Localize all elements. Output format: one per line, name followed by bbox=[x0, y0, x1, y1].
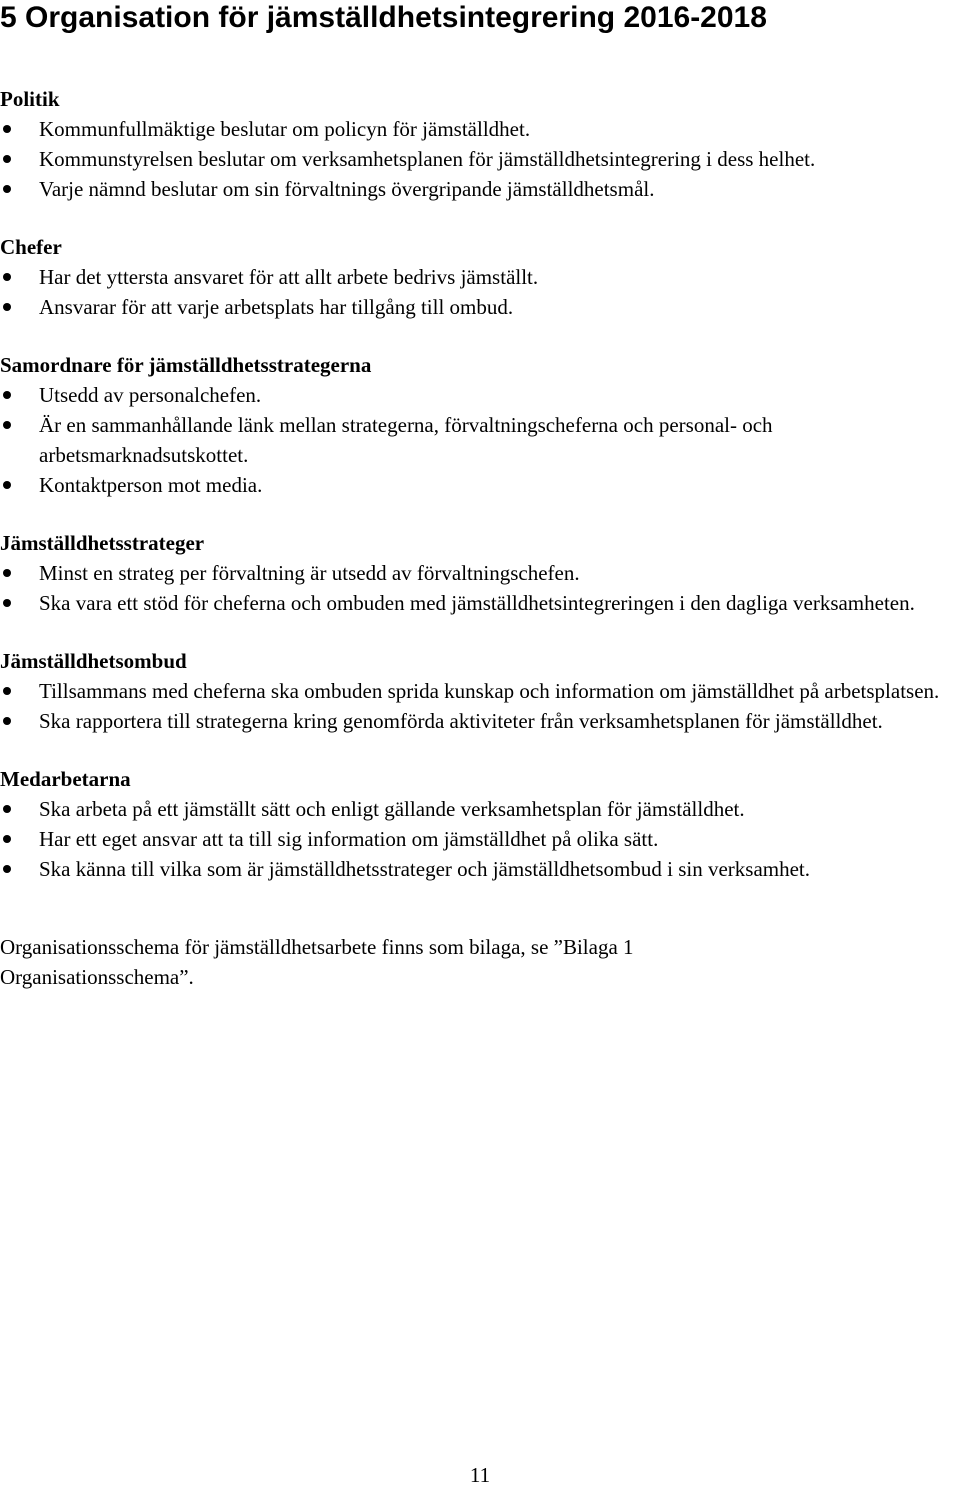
bullet-icon bbox=[3, 569, 11, 577]
list-item-text: Varje nämnd beslutar om sin förvaltnings övergripande jämställdhetsmål. bbox=[39, 177, 655, 201]
section-heading: Jämställdhetsstrateger bbox=[0, 531, 205, 555]
bullet-icon bbox=[3, 273, 11, 281]
bullet-icon bbox=[3, 421, 11, 429]
bullet-icon bbox=[3, 185, 11, 193]
bullet-icon bbox=[3, 717, 11, 725]
list-item-text: Ska rapportera till strategerna kring genomförda aktiviteter från verksamhetsplanen för jämställdhet. bbox=[39, 709, 883, 733]
bullet-icon bbox=[3, 391, 11, 399]
section-heading: Samordnare för jämställdhetsstrategerna bbox=[0, 353, 372, 377]
list-item bbox=[0, 794, 960, 824]
list-item bbox=[0, 588, 960, 618]
list-item-text: Har ett eget ansvar att ta till sig information om jämställdhet på olika sätt. bbox=[39, 827, 659, 851]
list-item-text: Utsedd av personalchefen. bbox=[39, 383, 262, 407]
section-heading: Medarbetarna bbox=[0, 767, 131, 791]
list-item-text: Kommunstyrelsen beslutar om verksamhetsplanen för jämställdhetsintegrering i dess helhet. bbox=[39, 147, 816, 171]
bullet-list bbox=[0, 676, 960, 736]
list-item bbox=[0, 114, 960, 144]
list-item bbox=[0, 144, 960, 174]
list-item-text: Kontaktperson mot media. bbox=[39, 473, 263, 497]
section bbox=[0, 232, 960, 322]
list-item bbox=[0, 410, 960, 470]
bullet-icon bbox=[3, 599, 11, 607]
list-item bbox=[0, 262, 960, 292]
bullet-icon bbox=[3, 303, 11, 311]
list-item bbox=[0, 824, 960, 854]
list-item-text: Minst en strateg per förvaltning är utsedd av förvaltningschefen. bbox=[39, 561, 580, 585]
section bbox=[0, 764, 960, 884]
list-item-text: Tillsammans med cheferna ska ombuden sprida kunskap och information om jämställdhet på arbetsplatsen. bbox=[39, 679, 940, 703]
page-number: 11 bbox=[469, 1463, 491, 1487]
section-heading: Jämställdhetsombud bbox=[0, 649, 187, 673]
bullet-icon bbox=[3, 835, 11, 843]
list-item bbox=[0, 558, 960, 588]
bullet-icon bbox=[3, 865, 11, 873]
bullet-icon bbox=[3, 125, 11, 133]
bullet-icon bbox=[3, 805, 11, 813]
bullet-icon bbox=[3, 481, 11, 489]
section-heading: Politik bbox=[0, 87, 60, 111]
closing-paragraph: Organisationsschema för jämställdhetsarbete finns som bilaga, se ”Bilaga 1 Organisationsschema”. bbox=[0, 935, 634, 989]
chapter-title: 5 Organisation för jämställdhetsintegrering 2016-2018 bbox=[0, 1, 767, 34]
list-item bbox=[0, 470, 960, 500]
bullet-list bbox=[0, 262, 960, 322]
sections-container bbox=[0, 84, 960, 884]
list-item bbox=[0, 174, 960, 204]
list-item bbox=[0, 292, 960, 322]
list-item-text: Ska vara ett stöd för cheferna och ombuden med jämställdhetsintegreringen i den dagliga verksamheten. bbox=[39, 591, 915, 615]
section bbox=[0, 646, 960, 736]
list-item bbox=[0, 380, 960, 410]
list-item-text: Är en sammanhållande länk mellan strategerna, förvaltningscheferna och personal- och arbetsmarknadsutskottet. bbox=[39, 413, 773, 467]
bullet-list bbox=[0, 380, 960, 500]
bullet-list bbox=[0, 114, 960, 204]
list-item-text: Kommunfullmäktige beslutar om policyn för jämställdhet. bbox=[39, 117, 531, 141]
bullet-list bbox=[0, 558, 960, 618]
bullet-list bbox=[0, 794, 960, 884]
section-heading: Chefer bbox=[0, 235, 62, 259]
bullet-icon bbox=[3, 687, 11, 695]
bullet-icon bbox=[3, 155, 11, 163]
list-item-text: Har det yttersta ansvaret för att allt arbete bedrivs jämställt. bbox=[39, 265, 539, 289]
list-item-text: Ska känna till vilka som är jämställdhetsstrateger och jämställdhetsombud i sin verksamhet. bbox=[39, 857, 811, 881]
section bbox=[0, 528, 960, 618]
list-item-text: Ansvarar för att varje arbetsplats har tillgång till ombud. bbox=[39, 295, 514, 319]
list-item-text: Ska arbeta på ett jämställt sätt och enligt gällande verksamhetsplan för jämställdhet. bbox=[39, 797, 745, 821]
document-body bbox=[0, 84, 960, 992]
section bbox=[0, 84, 960, 204]
list-item bbox=[0, 706, 960, 736]
list-item bbox=[0, 676, 960, 706]
section bbox=[0, 350, 960, 500]
list-item bbox=[0, 854, 960, 884]
